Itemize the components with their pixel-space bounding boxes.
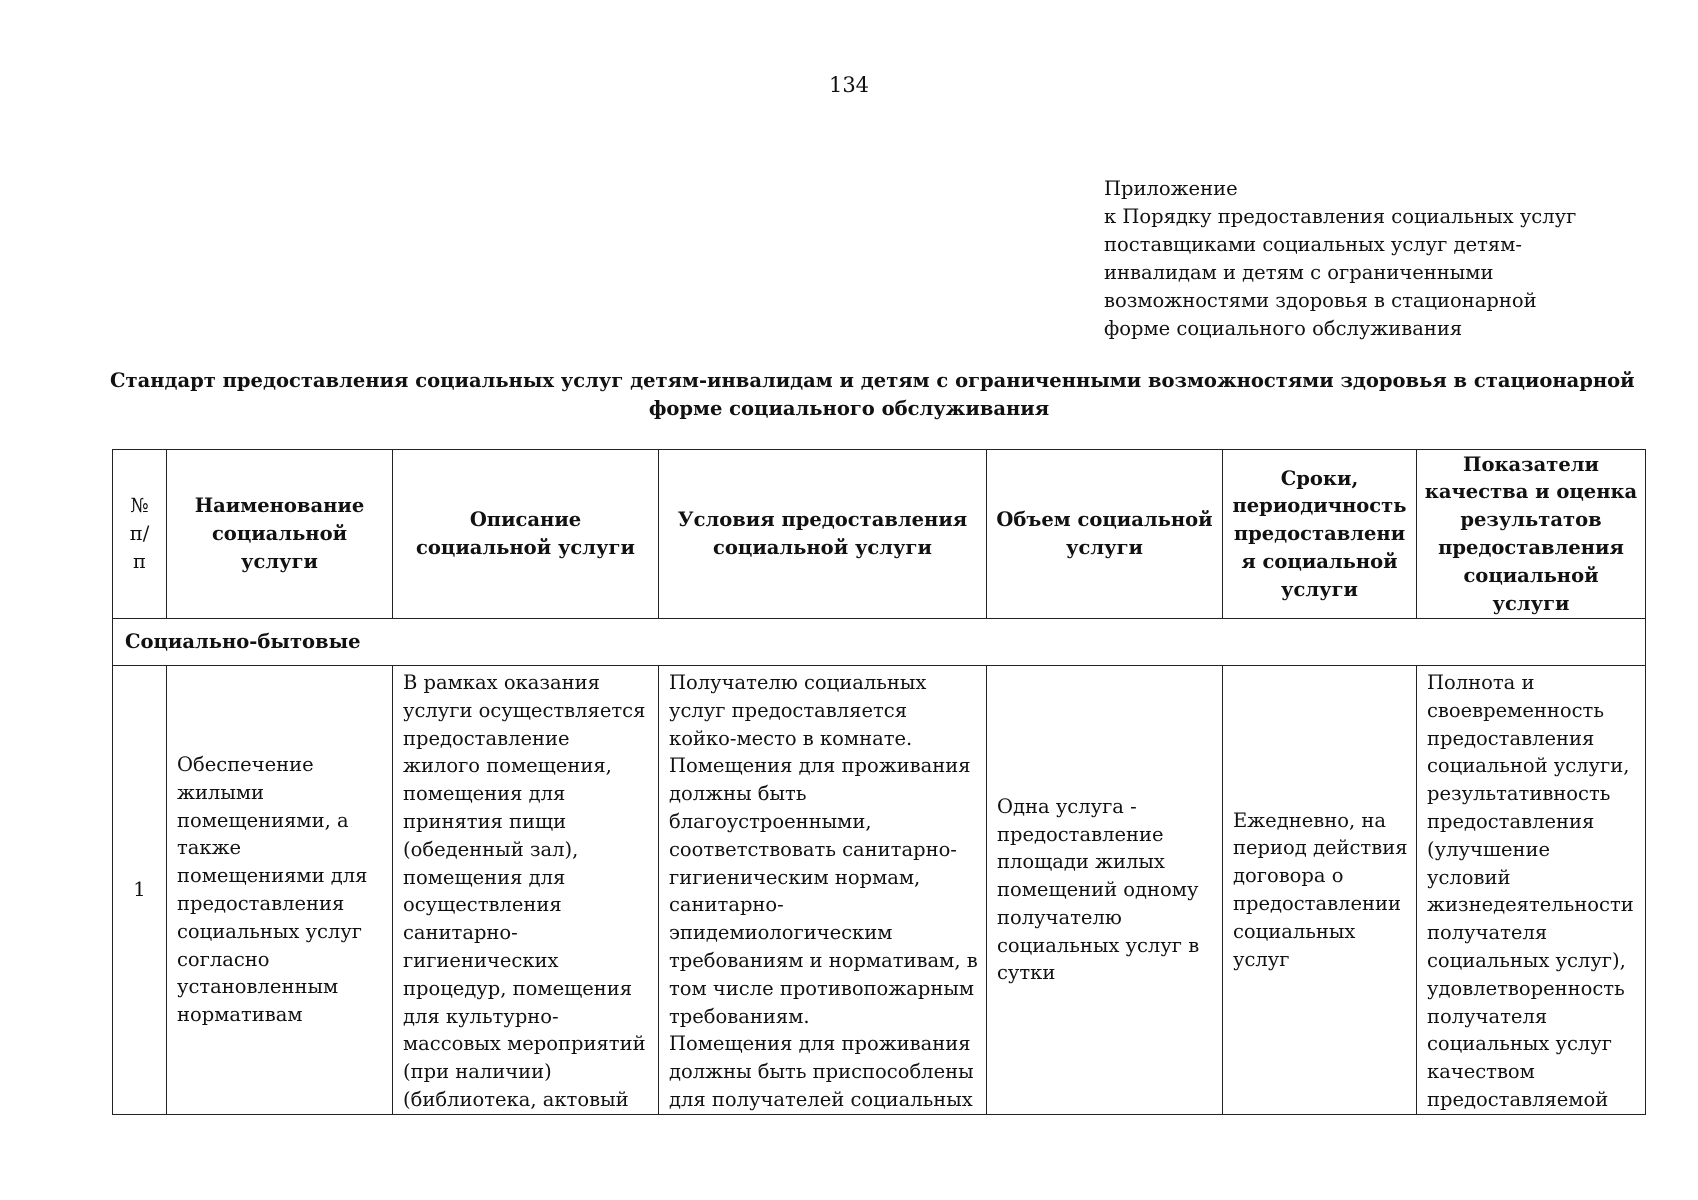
- cell-line: Помещения для проживания: [669, 1032, 971, 1056]
- table-header-row: [113, 450, 1646, 619]
- cell-line: Получателю социальных: [669, 671, 927, 694]
- cell-quality-indicators: [1417, 666, 1646, 1115]
- cell-line: Сроки,: [1280, 466, 1359, 490]
- cell-line: периодичность: [1232, 494, 1407, 518]
- cell-line: получателя: [1427, 1004, 1548, 1028]
- appendix-line: инвалидам и детям с ограниченными: [1104, 261, 1494, 284]
- header-service-volume: [987, 450, 1223, 619]
- appendix-line: форме социального обслуживания: [1104, 317, 1463, 340]
- cell-line: помещения для: [403, 865, 566, 889]
- cell-line: гигиеническим нормам,: [669, 865, 921, 889]
- cell-line: эпидемиологическим: [669, 921, 893, 945]
- header-quality-indicators: [1417, 450, 1646, 619]
- cell-line: принятия пищи: [403, 809, 567, 833]
- appendix-line: к Порядку предоставления социальных услуг: [1104, 205, 1577, 228]
- cell-line: койко-место в комнате.: [669, 726, 913, 750]
- cell-line: установленным: [177, 975, 339, 999]
- cell-line: помещениями для: [177, 864, 368, 888]
- cell-service-name: [167, 666, 393, 1115]
- cell-line: социальных услуг: [1427, 1032, 1613, 1056]
- cell-line: социальной: [1463, 563, 1599, 587]
- cell-line: результативность: [1427, 782, 1611, 806]
- cell-service-volume: [987, 666, 1223, 1115]
- cell-line: услуги: [1492, 591, 1570, 615]
- cell-line: нормативам: [177, 1003, 303, 1027]
- cell-line: жизнедеятельности: [1427, 893, 1634, 917]
- cell-line: (библиотека, актовый: [403, 1087, 629, 1111]
- cell-line: социальной услуги,: [1427, 754, 1630, 778]
- document-title-line: форме социального обслуживания: [648, 397, 1050, 420]
- header-service-description: [393, 450, 659, 619]
- document-title-line: Стандарт предоставления социальных услуг детям-инвалидам и детям с ограниченными возможностями здоровья в стационарной: [110, 369, 1635, 392]
- cell-line: результатов: [1460, 508, 1602, 532]
- cell-line: Показатели: [1463, 452, 1599, 476]
- cell-line: Одна услуга -: [997, 794, 1137, 818]
- cell-line: жилыми: [177, 780, 265, 804]
- cell-line: санитарно-: [669, 893, 784, 917]
- cell-line: жилого помещения,: [403, 754, 612, 778]
- cell-line: площади жилых: [997, 850, 1165, 874]
- cell-line: предоставления: [1427, 726, 1595, 750]
- cell-line: социальной услуги: [416, 536, 635, 559]
- cell-line: услуги: [1065, 536, 1143, 559]
- cell-line: условий: [1427, 865, 1511, 889]
- cell-line: предоставление: [997, 822, 1164, 846]
- cell-line: качества и оценка: [1424, 480, 1638, 504]
- cell-line: сутки: [997, 961, 1056, 985]
- cell-line: предоставления: [1438, 536, 1624, 559]
- cell-service-description: [393, 666, 659, 1115]
- cell-line: Условия предоставления: [677, 508, 968, 532]
- cell-line: осуществления: [403, 893, 562, 917]
- cell-number: 1: [113, 666, 167, 1115]
- cell-line: социальных услуг в: [997, 933, 1200, 957]
- cell-line: В рамках оказания: [403, 671, 600, 694]
- cell-line: предоставление: [403, 726, 570, 750]
- cell-line: п/: [129, 522, 150, 546]
- cell-line: гигиенических: [403, 948, 559, 972]
- cell-line: том числе противопожарным: [669, 976, 975, 1000]
- cell-line: своевременность: [1427, 698, 1604, 722]
- cell-line: для культурно-: [403, 1004, 559, 1028]
- appendix-line: возможностями здоровья в стационарной: [1104, 289, 1537, 312]
- cell-line: Полнота и: [1427, 671, 1535, 694]
- cell-line: помещения для: [403, 782, 566, 806]
- cell-line: услуги: [240, 549, 318, 573]
- header-service-conditions: [659, 450, 987, 619]
- cell-line: социальных услуг: [177, 919, 363, 943]
- page-number: 134: [828, 73, 870, 97]
- cell-service-terms: [1223, 666, 1417, 1115]
- cell-line: должны быть: [669, 782, 807, 806]
- cell-line: (при наличии): [403, 1060, 552, 1084]
- appendix-line: поставщиками социальных услуг детям-: [1104, 233, 1522, 256]
- table-row: [113, 666, 1646, 1115]
- cell-line: помещениями, а: [177, 808, 349, 832]
- cell-line: благоустроенными,: [669, 809, 872, 833]
- cell-line: я социальной: [1241, 549, 1398, 573]
- cell-line: (улучшение: [1427, 837, 1551, 861]
- header-service-name: [167, 450, 393, 619]
- cell-line: требованиям.: [669, 1004, 810, 1028]
- cell-line: социальных: [1233, 919, 1356, 943]
- cell-line: получателя: [1427, 921, 1548, 945]
- cell-line: санитарно-: [403, 921, 518, 945]
- cell-line: предоставления: [177, 892, 345, 915]
- cell-line: процедур, помещения: [403, 976, 633, 1000]
- cell-line: Ежедневно, на: [1233, 808, 1386, 832]
- cell-line: услуги осуществляется: [403, 698, 646, 722]
- header-service-terms: [1223, 450, 1417, 619]
- cell-line: предоставлени: [1233, 522, 1406, 546]
- cell-line: Помещения для проживания: [669, 754, 971, 778]
- cell-line: качеством: [1427, 1060, 1535, 1084]
- document-title: [110, 367, 1635, 423]
- appendix-line: Приложение: [1104, 177, 1238, 200]
- cell-service-conditions: [659, 666, 987, 1115]
- cell-line: п: [133, 549, 146, 573]
- cell-line: (обеденный зал),: [403, 837, 579, 861]
- cell-line: помещений одному: [997, 878, 1199, 902]
- header-number: [113, 450, 167, 619]
- cell-line: также: [177, 836, 242, 860]
- cell-line: соответствовать санитарно-: [669, 837, 957, 861]
- services-standard-table: [112, 449, 1646, 1115]
- cell-line: получателю: [997, 905, 1122, 929]
- cell-line: требованиям и нормативам, в: [669, 948, 978, 972]
- cell-line: социальных услуг),: [1427, 948, 1626, 972]
- cell-line: социальной услуги: [713, 536, 932, 559]
- cell-line: №: [130, 494, 149, 518]
- cell-line: предоставлении: [1233, 892, 1401, 915]
- section-row: [113, 619, 1646, 666]
- appendix-note: [1104, 175, 1664, 343]
- cell-line: удовлетворенность: [1427, 976, 1625, 1000]
- cell-line: услуг предоставляется: [669, 698, 907, 722]
- cell-line: период действия: [1233, 836, 1408, 860]
- cell-line: согласно: [177, 947, 270, 971]
- cell-line: для получателей социальных: [669, 1087, 973, 1111]
- cell-line: Описание: [469, 508, 582, 532]
- cell-line: массовых мероприятий: [403, 1032, 646, 1056]
- cell-line: социальной: [211, 522, 348, 546]
- cell-line: предоставляемой: [1427, 1087, 1609, 1111]
- cell-line: Обеспечение: [177, 753, 314, 777]
- cell-line: должны быть приспособлены: [669, 1060, 974, 1084]
- section-title: Социально-бытовые: [113, 619, 1646, 666]
- cell-line: услуги: [1280, 577, 1358, 601]
- cell-line: предоставления: [1427, 809, 1595, 833]
- cell-line: Объем социальной: [996, 508, 1213, 532]
- cell-line: Наименование: [194, 494, 365, 518]
- cell-line: услуг: [1233, 947, 1290, 971]
- cell-line: договора о: [1233, 864, 1344, 888]
